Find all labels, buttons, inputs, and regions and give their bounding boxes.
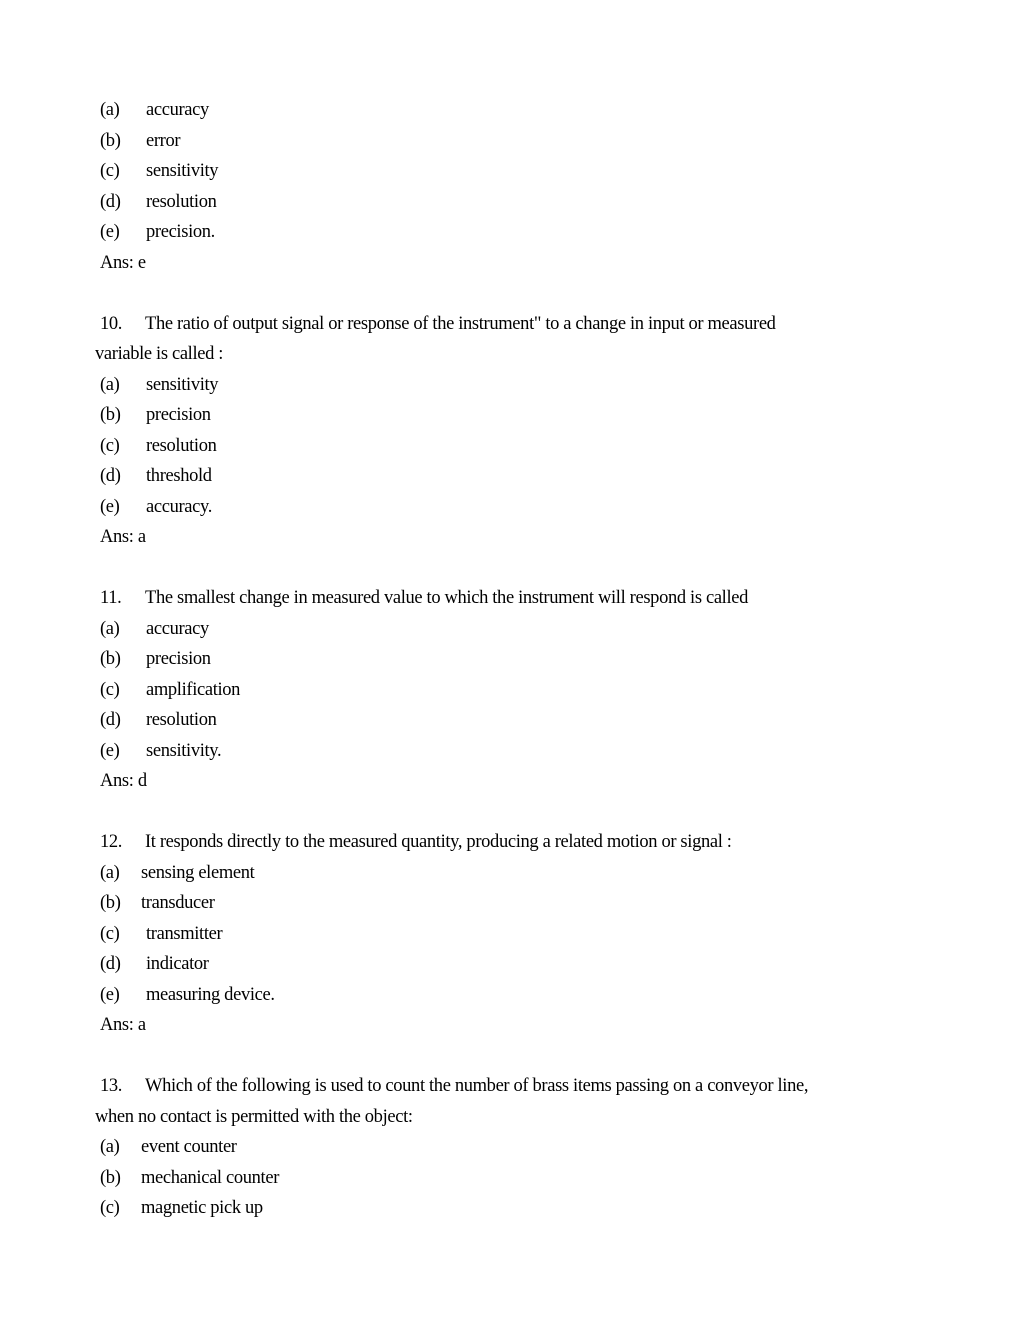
option-label: (e) bbox=[100, 740, 120, 761]
option bbox=[0, 431, 1020, 462]
answer: Ans: a bbox=[100, 527, 146, 547]
answer: Ans: a bbox=[100, 1015, 146, 1035]
option-text: error bbox=[146, 130, 181, 151]
option bbox=[0, 949, 1020, 980]
question-line bbox=[0, 339, 1020, 370]
question-line bbox=[0, 583, 1020, 614]
option bbox=[0, 461, 1020, 492]
option-text: precision bbox=[146, 405, 211, 425]
option-label: (a) bbox=[100, 618, 120, 639]
option bbox=[0, 126, 1020, 157]
option-label: (c) bbox=[100, 679, 120, 700]
option-text: sensitivity bbox=[146, 374, 219, 395]
option-text: amplification bbox=[146, 679, 241, 700]
option-text: precision. bbox=[146, 222, 215, 242]
option-label: (d) bbox=[100, 466, 121, 486]
option-label: (b) bbox=[100, 893, 121, 913]
option bbox=[0, 156, 1020, 187]
option bbox=[0, 858, 1020, 889]
option-text: accuracy. bbox=[146, 496, 212, 517]
option-text: resolution bbox=[146, 435, 217, 456]
option bbox=[0, 705, 1020, 736]
question-number: 12. bbox=[100, 832, 123, 852]
option-label: (c) bbox=[100, 161, 120, 181]
question-line bbox=[0, 1102, 1020, 1133]
option-text: sensitivity. bbox=[146, 740, 222, 761]
option-text: indicator bbox=[146, 954, 209, 974]
option-label: (e) bbox=[100, 222, 120, 242]
option-label: (d) bbox=[100, 191, 121, 212]
option-label: (a) bbox=[100, 1137, 120, 1157]
option-label: (b) bbox=[100, 649, 121, 669]
option bbox=[0, 614, 1020, 645]
question-line bbox=[0, 309, 1020, 340]
question-text: It responds directly to the measured quantity, producing a related motion or signal : bbox=[145, 832, 732, 852]
option-label: (a) bbox=[100, 862, 120, 883]
option-label: (c) bbox=[100, 923, 120, 944]
option-label: (a) bbox=[100, 374, 120, 395]
question-number: 13. bbox=[100, 1076, 123, 1096]
answer: Ans: d bbox=[100, 771, 147, 791]
option-label: (c) bbox=[100, 1198, 120, 1218]
option-label: (b) bbox=[100, 130, 121, 151]
blank-line bbox=[0, 553, 1020, 584]
option bbox=[0, 95, 1020, 126]
answer: Ans: e bbox=[100, 252, 146, 273]
option-text: precision bbox=[146, 649, 211, 669]
question-text: The ratio of output signal or response of the instrument" to a change in input or measured bbox=[145, 313, 776, 334]
option bbox=[0, 370, 1020, 401]
question-text: Which of the following is used to count the number of brass items passing on a conveyor line, bbox=[145, 1076, 809, 1096]
option-label: (e) bbox=[100, 496, 120, 517]
option bbox=[0, 217, 1020, 248]
question-number: 11. bbox=[100, 588, 122, 608]
option bbox=[0, 1132, 1020, 1163]
option-label: (a) bbox=[100, 100, 120, 120]
answer-line bbox=[0, 522, 1020, 553]
answer-line bbox=[0, 766, 1020, 797]
option-text: accuracy bbox=[146, 618, 209, 639]
option-label: (d) bbox=[100, 710, 121, 730]
option-label: (d) bbox=[100, 954, 121, 974]
option-text: transducer bbox=[141, 893, 215, 913]
question-text-continued: when no contact is permitted with the object: bbox=[95, 1106, 413, 1127]
question-line bbox=[0, 827, 1020, 858]
blank-line bbox=[0, 797, 1020, 828]
option-text: event counter bbox=[141, 1137, 237, 1157]
option bbox=[0, 736, 1020, 767]
option bbox=[0, 675, 1020, 706]
question-text: The smallest change in measured value to which the instrument will respond is called bbox=[145, 588, 749, 608]
option bbox=[0, 492, 1020, 523]
question-number: 10. bbox=[100, 313, 123, 334]
option bbox=[0, 1193, 1020, 1224]
option-label: (e) bbox=[100, 984, 120, 1005]
answer-line bbox=[0, 248, 1020, 279]
question-line bbox=[0, 1071, 1020, 1102]
option-label: (b) bbox=[100, 405, 121, 425]
option-label: (c) bbox=[100, 435, 120, 456]
option-label: (b) bbox=[100, 1167, 121, 1188]
option-text: sensitivity bbox=[146, 161, 219, 181]
answer-line bbox=[0, 1010, 1020, 1041]
blank-line bbox=[0, 278, 1020, 309]
question-text-continued: variable is called : bbox=[95, 344, 224, 364]
option-text: resolution bbox=[146, 710, 217, 730]
option-text: threshold bbox=[146, 466, 212, 486]
option bbox=[0, 1163, 1020, 1194]
option-text: resolution bbox=[146, 191, 217, 212]
blank-line bbox=[0, 1041, 1020, 1072]
option-text: sensing element bbox=[141, 862, 255, 883]
option bbox=[0, 919, 1020, 950]
option bbox=[0, 400, 1020, 431]
option bbox=[0, 888, 1020, 919]
question-list bbox=[0, 95, 1020, 1224]
option bbox=[0, 187, 1020, 218]
option-text: measuring device. bbox=[146, 984, 275, 1005]
option bbox=[0, 980, 1020, 1011]
option-text: mechanical counter bbox=[141, 1167, 280, 1188]
option-text: transmitter bbox=[146, 923, 223, 944]
option-text: magnetic pick up bbox=[141, 1198, 263, 1218]
option bbox=[0, 644, 1020, 675]
option-text: accuracy bbox=[146, 100, 209, 120]
